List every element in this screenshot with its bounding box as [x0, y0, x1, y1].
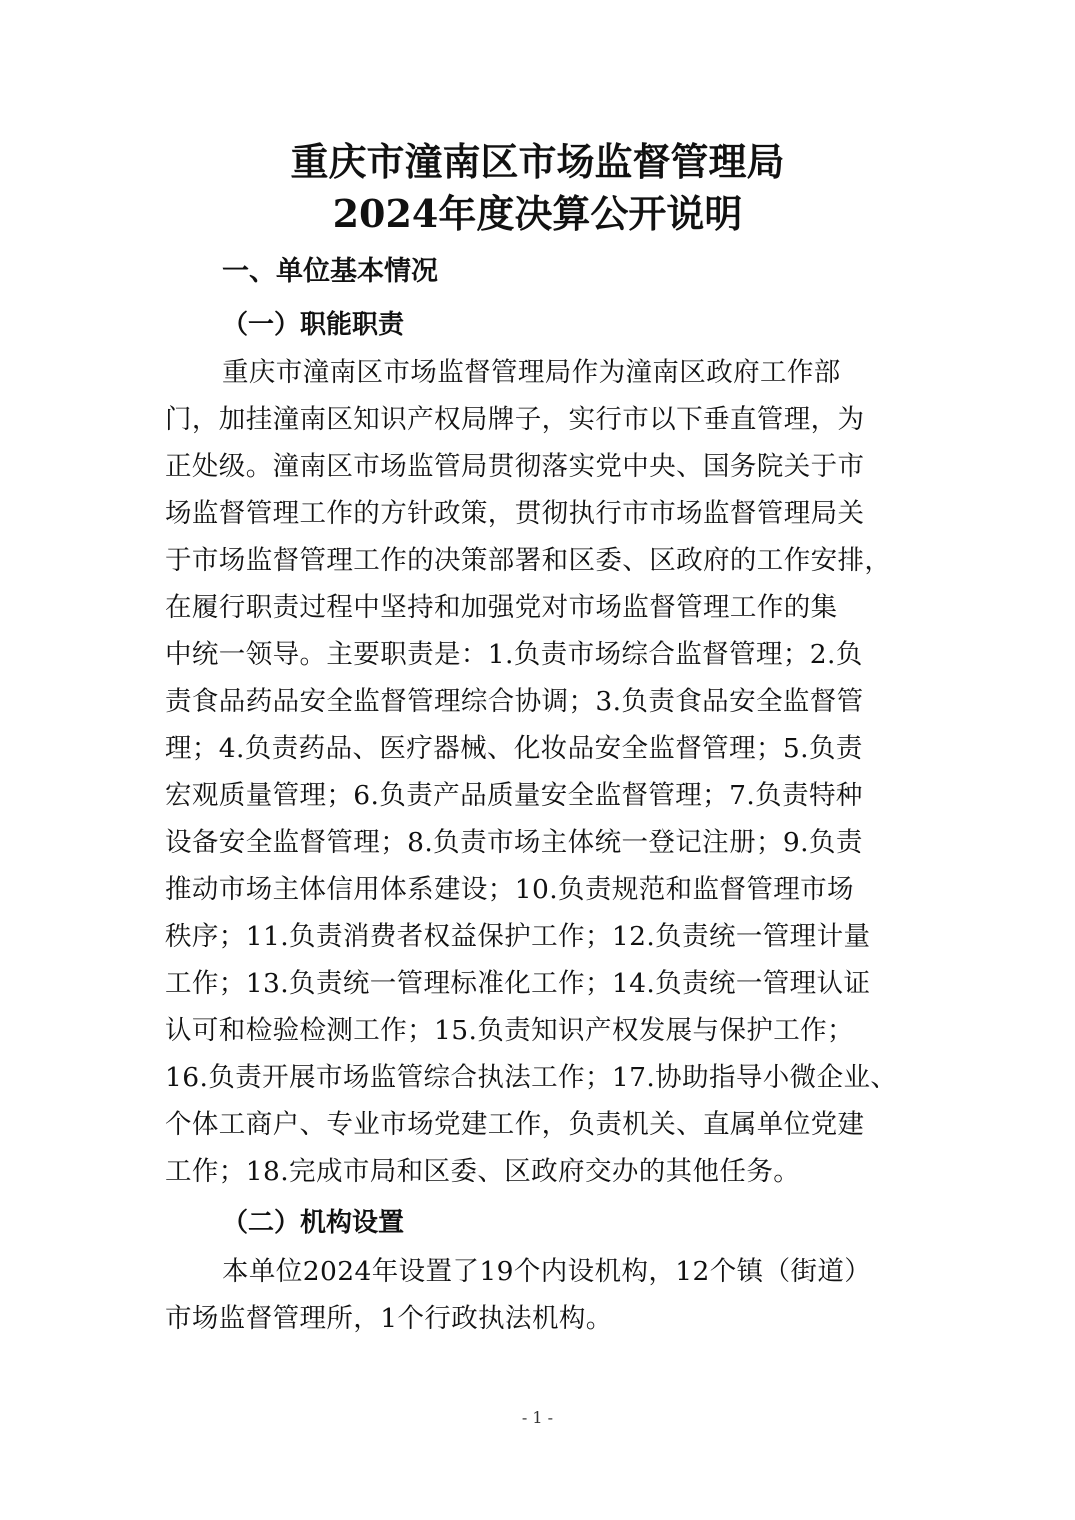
page-number: - 1 - — [521, 1408, 554, 1427]
document-title-line-1: 重庆市潼南区市场监督管理局 — [290, 139, 785, 184]
paragraph-line: 门，加挂潼南区知识产权局牌子，实行市以下垂直管理，为 — [165, 404, 865, 435]
paragraph-line: 正处级。潼南区市场监管局贯彻落实党中央、国务院关于市 — [165, 451, 865, 482]
paragraph-line: 设备安全监督管理；8.负责市场主体统一登记注册；9.负责 — [165, 827, 863, 858]
paragraph-line: 认可和检验检测工作；15.负责知识产权发展与保护工作； — [165, 1015, 854, 1046]
subsection-heading-organization: （二）机构设置 — [222, 1208, 405, 1238]
paragraph-line: 工作；13.负责统一管理标准化工作；14.负责统一管理认证 — [165, 968, 871, 999]
subsection-heading-functions: （一）职能职责 — [222, 310, 405, 340]
paragraph-line: 场监督管理工作的方针政策，贯彻执行市市场监督管理局关 — [165, 498, 865, 529]
paragraph-line: 责食品药品安全监督管理综合协调；3.负责食品安全监督管 — [165, 686, 864, 717]
paragraph-line: 理；4.负责药品、医疗器械、化妆品安全监督管理；5.负责 — [165, 733, 863, 764]
section-heading-basic-info: 一、单位基本情况 — [222, 256, 438, 287]
paragraph-line: 本单位2024年设置了19个内设机构，12个镇（街道） — [222, 1256, 872, 1287]
paragraph-line: 工作；18.完成市局和区委、区政府交办的其他任务。 — [165, 1156, 801, 1187]
paragraph-line: 于市场监督管理工作的决策部署和区委、区政府的工作安排， — [165, 545, 892, 576]
paragraph-line: 秩序；11.负责消费者权益保护工作；12.负责统一管理计量 — [165, 921, 871, 952]
paragraph-line: 个体工商户、专业市场党建工作，负责机关、直属单位党建 — [165, 1109, 865, 1140]
paragraph-line: 中统一领导。主要职责是：1.负责市场综合监督管理；2.负 — [165, 639, 863, 670]
paragraph-line: 市场监督管理所，1个行政执法机构。 — [165, 1303, 613, 1334]
paragraph-line: 16.负责开展市场监管综合执法工作；17.协助指导小微企业、 — [165, 1062, 898, 1093]
paragraph-line: 推动市场主体信用体系建设；10.负责规范和监督管理市场 — [165, 874, 854, 905]
paragraph-line: 宏观质量管理；6.负责产品质量安全监督管理；7.负责特种 — [165, 780, 863, 811]
paragraph-line: 重庆市潼南区市场监督管理局作为潼南区政府工作部 — [222, 357, 841, 388]
paragraph-line: 在履行职责过程中坚持和加强党对市场监督管理工作的集 — [165, 592, 838, 623]
document-title-line-2: 2024年度决算公开说明 — [332, 191, 743, 236]
